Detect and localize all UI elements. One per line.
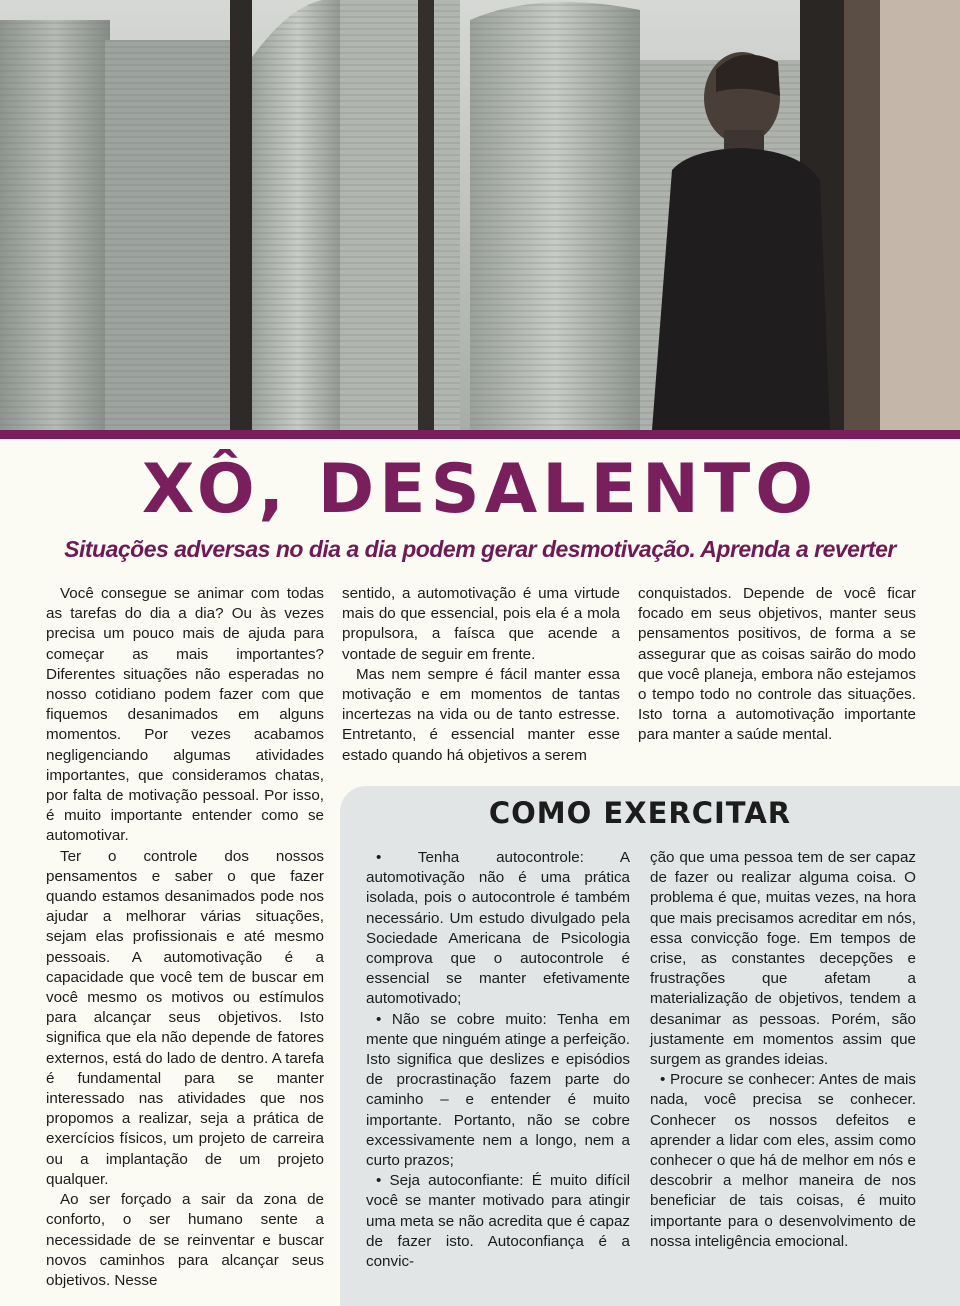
paragraph: Ao ser forçado a sair da zona de conforto, o ser humano sente a necessidade de se reinventar e buscar novos caminhos para alcançar seus objetivos. Nesse [46,1191,324,1289]
office-window-illustration [0,0,960,430]
tip-item: ção que uma pessoa tem de ser capaz de fazer ou realizar alguma coisa. O problema é que, muitas vezes, na hora que mais precisamos acreditar em nós, essa convicção foge. Em tempos de crise, as constantes decepções e frustrações que afetam a materialização de objetivos, tendem a desanimar as pessoas. Porém, são justamente em momentos assim que surgem as grandes ideias. [650,849,916,1069]
paragraph: Você consegue se animar com todas as tarefas do dia a dia? Ou às vezes precisa um pouco mais de ajuda para começar as mais importantes? Diferentes situações não esperadas no nosso cotidiano podem fazer com que fiquemos desanimados em alguns momentos. Por vezes acabamos negligenciando algumas atividades importantes, que consideramos chatas, por falta de motivação pessoal. Por isso, é muito importante entender como se automotivar. [46,585,324,845]
sidebar-column-2 [650,848,916,1252]
sidebar-title: COMO EXERCITAR [488,796,792,830]
body-column-3 [638,584,916,746]
paragraph: conquistados. Depende de você ficar focado em seus objetivos, manter seus pensamentos positivos, de forma a se assegurar que as coisas sairão do modo que você planeja, embora não estejamos o tempo todo no controle das situações. Isto torna a automotivação importante para manter a saúde mental. [638,585,916,744]
article-subtitle: Situações adversas no dia a dia podem gerar desmotivação. Aprenda a reverter [64,536,896,562]
body-column-1 [46,584,324,1291]
paragraph: sentido, a automotivação é uma virtude mais do que essencial, pois ela é a mola propulsora, a faísca que acende a vontade de seguir em frente. [342,585,620,663]
accent-band [0,430,960,439]
body-column-2 [342,584,620,766]
tip-item: • Não se cobre muito: Tenha em mente que ninguém atinge a perfeição. Isto significa que deslizes e episódios de procrastinação fazem parte do caminho – e entender é muito importante. Portanto, não se cobre excessivamente nem a longo, nem a curto prazos; [366,1010,630,1170]
tip-item: • Procure se conhecer: Antes de mais nada, você precisa se conhecer. Conhecer os nossos defeitos e aprender a lidar com eles, assim como conhecer o que há de melhor em nós e descobrir a melhor maneira de nos beneficiar de tais coisas, é muito importante para o desenvolvimento de nossa inteligência emocional. [650,1071,916,1250]
tip-item: • Tenha autocontrole: A automotivação não é uma prática isolada, pois o autocontrole é também necessário. Um estudo divulgado pela Sociedade Americana de Psicologia comprova que o autocontrole é essencial se manter efetivamente automotivado; [366,849,630,1008]
hero-photo [0,0,960,430]
sidebar-column-1 [366,848,630,1272]
tip-item: • Seja autoconfiante: É muito difícil você se manter motivado para atingir uma meta se não acredita que é capaz de fazer isto. Autoconfiança é a convic- [366,1172,630,1271]
paragraph: Ter o controle dos nossos pensamentos e saber o que fazer quando estamos desanimados pode nos ajudar a melhorar várias situações, sejam elas profissionais e até mesmo pessoais. A automotivação é a capacidade que você tem de buscar em você mesmo os motivos ou estímulos para alcançar seus objetivos. Isto significa que ela não depende de fatores externos, está do lado de dentro. A tarefa é fundamental para se manter interessado nas atividades que nos propomos a realizar, seja a prática de exercícios físicos, um projeto de carreira ou a implantação de um projeto qualquer. [46,847,324,1188]
article-title: XÔ, DESALENTO [141,450,819,529]
paragraph: Mas nem sempre é fácil manter essa motivação e em momentos de tantas incertezas na vida ou de tanto estresse. Entretanto, é essencial manter esse estado quando há objetivos a serem [342,665,620,764]
